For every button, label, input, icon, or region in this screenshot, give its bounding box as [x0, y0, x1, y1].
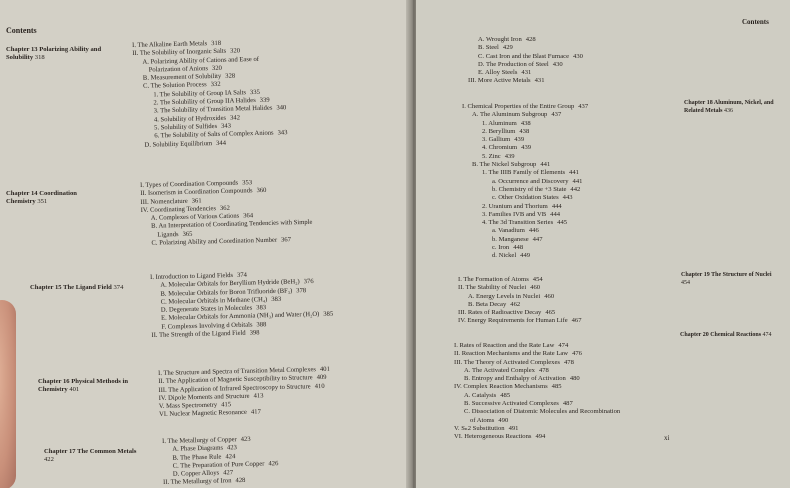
toc-entry-title: I. Types of Coordination Compounds [140, 179, 239, 189]
toc-entry-title: I. The Formation of Atoms [458, 276, 529, 283]
toc-entry-page: 460 [544, 292, 555, 300]
toc-entry-title: IV. Dipole Moments and Structure [158, 392, 250, 402]
toc-entry-page: 462 [510, 300, 521, 308]
toc-entry-page: 332 [210, 81, 221, 89]
toc-entry [462, 161, 588, 169]
toc-entry-page: 491 [508, 424, 519, 432]
toc-entry [462, 203, 588, 211]
chapter-13-title [6, 46, 106, 62]
toc-entry-title: IV. Energy Requirements for Human Life [458, 317, 568, 325]
toc-entry-title: E. Molecular Orbitals for Ammonia (NH₃) and Water (H₂O) [161, 311, 320, 323]
toc-entry-page: 448 [513, 244, 524, 252]
toc-entry [462, 227, 588, 235]
chapter-page: 474 [762, 332, 772, 338]
toc-entry-page: 454 [532, 276, 543, 283]
toc-entry-title: II. The Solubility of Inorganic Salts [132, 48, 227, 58]
toc-entry-title: B. Steel [478, 44, 499, 52]
toc-entry-page: 439 [504, 152, 515, 160]
toc-entry-page: 428 [235, 477, 246, 485]
toc-entry-title: a. Vanadium [492, 227, 525, 235]
toc-entry [468, 36, 583, 44]
toc-entry-page: 445 [557, 219, 568, 227]
toc-entry-page: 444 [551, 202, 562, 210]
toc-entry [462, 219, 588, 227]
toc-entry [468, 61, 583, 69]
toc-entry [458, 284, 582, 292]
chapter-page: 454 [681, 279, 690, 286]
toc-entry [163, 477, 279, 488]
toc-entry-title: C. The Solution Process [143, 81, 207, 91]
toc-entry [462, 169, 588, 177]
toc-entry [454, 383, 620, 391]
toc-entry-title: B. Measurement of Solubility [142, 73, 222, 82]
toc-entry-page: 485 [500, 391, 511, 399]
toc-entry [462, 236, 588, 244]
toc-entry-title: B. Entropy and Enthalpy of Activation [464, 375, 566, 383]
right-running-header: Contents [742, 18, 769, 26]
toc-entry-title: V. Mass Spectrometry [158, 401, 218, 411]
toc-entry-page: 417 [250, 408, 261, 417]
toc-entry-title: IV. Coordinating Tendencies [140, 205, 217, 214]
toc-entry-page: 467 [571, 317, 582, 325]
toc-entry-title: I. Introduction to Ligand Fields [150, 271, 234, 281]
toc-entry [462, 186, 588, 194]
toc-entry [454, 400, 620, 408]
toc-entry-page: 413 [253, 392, 264, 400]
toc-entry-title: III. The Application of Infrared Spectroscopy to Structure [158, 382, 311, 394]
toc-entry-page: 476 [572, 350, 582, 358]
chapter-17-entries [162, 435, 279, 488]
toc-entry-title: B. The Nickel Subgroup [472, 161, 537, 169]
toc-entry-page: 431 [534, 77, 545, 85]
toc-entry-title: c. Iron [492, 244, 510, 252]
toc-entry [462, 252, 588, 260]
chapter-19-title [681, 272, 781, 287]
toc-entry-page: 361 [191, 197, 202, 205]
chapter-page: 318 [34, 54, 45, 61]
toc-entry [462, 178, 588, 186]
toc-entry-title: B. An Interpretation of Coordinating Tendencies with Simple [151, 219, 313, 231]
toc-entry-title: 1. The IIIB Family of Elements [482, 169, 566, 177]
toc-entry-title: Ligands [157, 230, 179, 239]
chapter-17-continued-entries [468, 36, 583, 86]
toc-entry-page: 339 [259, 96, 270, 104]
toc-entry-title: 2. Uranium and Thorium [482, 202, 548, 210]
toc-entry-title: I. The Alkaline Earth Metals [132, 40, 208, 49]
toc-entry-title: 2. Beryllium [482, 127, 516, 135]
toc-entry-page: 328 [225, 72, 236, 80]
chapter-page: 351 [37, 198, 48, 205]
toc-entry-page: 441 [540, 161, 551, 169]
toc-entry [454, 417, 620, 425]
toc-entry-title: 5. Zinc [482, 152, 501, 160]
chapter-title-text: Chapter 13 Polarizing Ability and Solubility [6, 46, 102, 61]
toc-entry-page: 362 [219, 204, 230, 212]
toc-entry-page: 318 [211, 39, 222, 48]
toc-entry-page: 415 [221, 401, 232, 409]
toc-entry-page: 438 [520, 119, 531, 127]
chapter-title-text: Chapter 20 Chemical Reactions [680, 332, 762, 338]
toc-entry [458, 276, 582, 284]
toc-entry [458, 309, 582, 317]
toc-entry-page: 437 [551, 111, 562, 119]
toc-entry-page: 376 [303, 278, 314, 286]
toc-entry-page: 335 [249, 88, 260, 96]
toc-entry-page: 374 [236, 271, 248, 279]
toc-entry-page: 378 [296, 286, 307, 295]
toc-entry-page: 465 [545, 309, 556, 317]
toc-entry-title: 2. The Solubility of Group IIA Halides [153, 97, 256, 107]
toc-entry-title: 3. Families IVB and VB [482, 210, 547, 218]
toc-entry [454, 392, 620, 400]
toc-entry-title: D. Degenerate States in Molecules [160, 304, 253, 314]
toc-entry [462, 120, 588, 128]
toc-entry-title: II. The Application of Magnetic Susceptibility to Structure [158, 374, 313, 386]
chapter-page: 401 [69, 386, 80, 393]
chapter-14-entries [140, 178, 313, 249]
toc-entry-title: 5. Solubility of Sulfides [154, 122, 218, 132]
chapter-17-title [44, 448, 139, 464]
toc-entry-page: 320 [211, 64, 222, 72]
toc-entry [454, 367, 620, 375]
toc-entry [468, 77, 583, 85]
toc-entry [462, 153, 588, 161]
toc-entry-title: A. Catalysis [464, 391, 497, 399]
chapter-15-title [30, 284, 125, 292]
toc-entry-title: I. Rates of Reaction and the Rate Law [454, 342, 555, 349]
toc-entry-title: 4. The 3d Transition Series [482, 219, 554, 227]
toc-entry [462, 144, 588, 152]
toc-entry-page: 441 [569, 169, 579, 177]
toc-entry [468, 44, 583, 52]
toc-entry-page: 487 [562, 400, 573, 408]
toc-entry-page: 431 [521, 69, 532, 77]
chapter-page: 422 [44, 456, 54, 463]
toc-entry-title: 4. Solubility of Hydroxides [153, 114, 227, 124]
toc-entry-title: c. Other Oxidation States [492, 194, 559, 202]
toc-entry-page: 353 [242, 179, 253, 187]
toc-entry-title: D. Solubility Equilibrium [144, 139, 213, 149]
toc-entry-title: b. Manganese [492, 235, 529, 243]
toc-entry [458, 317, 582, 325]
toc-entry [454, 342, 620, 350]
toc-entry-page: 388 [256, 320, 267, 329]
toc-entry-page: 430 [552, 60, 563, 68]
chapter-title-text: Chapter 19 The Structure of Nuclei [681, 272, 772, 278]
toc-entry-page: 364 [243, 212, 254, 220]
toc-entry-page: 340 [276, 104, 287, 112]
toc-entry-page: 343 [221, 122, 232, 130]
toc-entry [462, 211, 588, 219]
toc-entry [462, 128, 588, 136]
toc-entry-title: 4. Chromium [482, 144, 518, 152]
toc-entry-title: II. Reaction Mechanisms and the Rate Law [454, 350, 569, 358]
toc-entry-title: F. Complexes Involving d Orbitals [161, 321, 253, 331]
toc-entry-page: 385 [323, 311, 334, 319]
chapter-15-entries [150, 270, 334, 341]
toc-entry [458, 293, 582, 301]
chapter-13-entries [132, 38, 288, 150]
toc-entry [454, 359, 620, 367]
toc-entry-page: 474 [558, 342, 569, 349]
toc-entry-title: III. Nomenclature [140, 197, 188, 206]
left-running-header: Contents [6, 26, 37, 35]
toc-entry-title: III. Rates of Radioactive Decay [458, 309, 542, 317]
toc-entry-title: C. Cast Iron and the Blast Furnace [478, 52, 570, 60]
toc-entry [462, 111, 588, 119]
toc-entry-title: A. Molecular Orbitals for Beryllium Hydride (BeH₂) [160, 278, 300, 290]
chapter-title-text: Chapter 17 The Common Metals [44, 448, 137, 455]
toc-entry [454, 350, 620, 358]
toc-entry-title: V. Sₙ2 Substitution [454, 424, 505, 432]
toc-entry-title: A. The Activated Complex [464, 366, 535, 374]
toc-entry-title: Polarization of Anions [148, 65, 209, 74]
chapter-16-title [38, 378, 133, 394]
toc-entry-page: 437 [578, 103, 589, 110]
toc-entry-page: 439 [521, 144, 532, 152]
toc-entry-title: D. The Production of Steel [478, 60, 549, 68]
toc-entry-page: 424 [225, 452, 236, 461]
toc-entry-title: I. The Metallurgy of Copper [162, 436, 237, 445]
toc-entry-title: A. Phase Diagrams [172, 444, 224, 454]
toc-entry-title: I. Chemical Properties of the Entire Group [462, 103, 575, 110]
toc-entry-page: 409 [316, 374, 327, 382]
toc-entry-title: 1. Aluminum [482, 119, 517, 127]
toc-entry-page: 423 [240, 435, 251, 444]
toc-entry-page: 383 [271, 295, 282, 303]
toc-entry [468, 69, 583, 77]
toc-entry-title: II. The Strength of the Ligand Field [151, 329, 246, 340]
toc-entry-page: 460 [530, 284, 541, 292]
toc-entry-title: B. Beta Decay [468, 300, 507, 308]
page-number: xi [664, 434, 670, 442]
toc-entry-page: 446 [528, 227, 539, 235]
toc-entry-title: VI. Heterogeneous Reactions [454, 433, 532, 441]
toc-entry-title: b. Chemistry of the +3 State [492, 185, 567, 193]
toc-entry-title: III. The Theory of Activated Complexes [454, 358, 560, 366]
toc-entry-page: 494 [535, 433, 546, 441]
toc-entry-page: 367 [281, 236, 292, 244]
toc-entry-page: 343 [277, 129, 288, 137]
toc-entry-title: of Atoms [470, 416, 495, 424]
toc-entry [462, 194, 588, 202]
chapter-16-entries [158, 366, 331, 420]
toc-entry-title: II. Isomerism in Coordination Compounds [140, 187, 253, 198]
toc-entry-title: a. Occurrence and Discovery [492, 177, 569, 185]
right-page [416, 0, 790, 488]
toc-entry-title: III. More Active Metals [468, 77, 531, 85]
toc-entry [468, 53, 583, 61]
toc-entry [454, 425, 620, 433]
toc-entry-title: IV. Complex Reaction Mechanisms [454, 383, 548, 391]
toc-entry-title: 3. The Solubility of Transition Metal Halides [153, 104, 273, 115]
toc-entry-page: 449 [520, 252, 531, 260]
chapter-18-title [684, 100, 784, 115]
toc-entry-page: 429 [502, 44, 513, 52]
toc-entry-title: 3. Gallium [482, 136, 511, 144]
toc-entry [462, 244, 588, 252]
toc-entry-title: VI. Nuclear Magnetic Resonance [159, 409, 248, 419]
toc-entry-page: 441 [572, 177, 583, 185]
chapter-page: 436 [724, 107, 733, 114]
toc-entry-title: II. The Stability of Nuclei [458, 284, 527, 292]
toc-entry-title: A. Energy Levels in Nuclei [468, 292, 541, 300]
toc-entry-page: 401 [319, 365, 330, 374]
toc-entry-page: 320 [230, 47, 241, 55]
toc-entry [462, 136, 588, 144]
toc-entry-title: C. Polarizing Ability and Coordination Number [151, 236, 278, 247]
toc-entry-title: d. Nickel [492, 252, 517, 260]
toc-entry-page: 485 [551, 383, 562, 391]
toc-entry-title: A. Complexes of Various Cations [150, 212, 240, 222]
toc-entry-page: 444 [550, 210, 561, 218]
toc-entry-page: 398 [249, 329, 260, 337]
thumb-photo [0, 300, 16, 488]
toc-entry-page: 360 [256, 187, 267, 195]
toc-entry-page: 423 [226, 444, 237, 452]
toc-entry-page: 478 [538, 366, 549, 374]
toc-entry-title: E. Alloy Steels [478, 69, 518, 77]
chapter-title-text: Chapter 14 Coordination Chemistry [6, 190, 77, 205]
chapter-20-entries [454, 342, 620, 442]
toc-entry-title: II. The Metallurgy of Iron [163, 477, 232, 487]
toc-entry [462, 103, 588, 111]
toc-entry-page: 428 [525, 36, 536, 43]
toc-entry-page: 480 [569, 375, 580, 383]
toc-entry-title: D. Copper Alloys [172, 469, 220, 478]
toc-entry-title: B. Successive Activated Complexes [464, 400, 559, 408]
toc-entry-page: 430 [573, 52, 583, 60]
toc-entry-title: C. Molecular Orbitals in Methane (CH₄) [160, 296, 268, 306]
chapter-title-text: Chapter 18 Aluminum, Nickel, and Related Metals [684, 100, 774, 114]
toc-entry-page: 478 [563, 358, 574, 366]
chapter-20-title [680, 332, 780, 340]
toc-entry-page: 383 [256, 304, 267, 312]
toc-entry-page: 342 [229, 114, 241, 122]
toc-entry-title: A. The Aluminum Subgroup [472, 111, 548, 119]
toc-entry-page: 427 [223, 469, 234, 477]
toc-entry [454, 433, 620, 441]
toc-entry-page: 344 [216, 139, 227, 147]
toc-entry-page: 447 [532, 235, 543, 243]
toc-entry [458, 301, 582, 309]
toc-entry-page: 443 [562, 194, 573, 202]
toc-entry-page: 439 [514, 136, 525, 144]
toc-entry-title: C. The Preparation of Pure Copper [172, 460, 265, 470]
chapter-title-text: Chapter 16 Physical Methods in Chemistry [38, 378, 128, 393]
toc-entry-title: I. The Structure and Spectra of Transition Metal Complexes [158, 366, 317, 377]
toc-entry [454, 375, 620, 383]
chapter-title-text: Chapter 15 The Ligand Field [30, 284, 112, 291]
toc-entry-title: A. Wrought Iron [478, 36, 522, 43]
toc-entry-title: B. Molecular Orbitals for Boron Trifluoride (BF₃) [160, 287, 293, 298]
toc-entry-page: 410 [314, 382, 325, 390]
toc-entry-page: 365 [182, 230, 193, 238]
toc-entry [454, 408, 620, 416]
toc-entry-page: 438 [519, 127, 530, 135]
toc-entry-title: 1. The Solubility of Group IA Salts [153, 89, 247, 99]
chapter-19-entries [458, 276, 582, 326]
toc-entry-title: B. The Phase Rule [172, 453, 222, 462]
chapter-page: 374 [113, 284, 124, 291]
toc-entry-title: C. Dissociation of Diatomic Molecules and Recombination [464, 408, 621, 416]
chapter-18-entries [462, 103, 588, 261]
toc-entry-page: 442 [570, 185, 581, 193]
chapter-14-title [6, 190, 106, 206]
toc-entry-page: 490 [498, 416, 509, 424]
toc-entry-title: A. Polarizing Ability of Cations and Ease of [142, 55, 260, 66]
toc-entry-page: 426 [268, 460, 279, 468]
toc-entry-title: 6. The Solubility of Salts of Complex Anions [154, 129, 274, 140]
